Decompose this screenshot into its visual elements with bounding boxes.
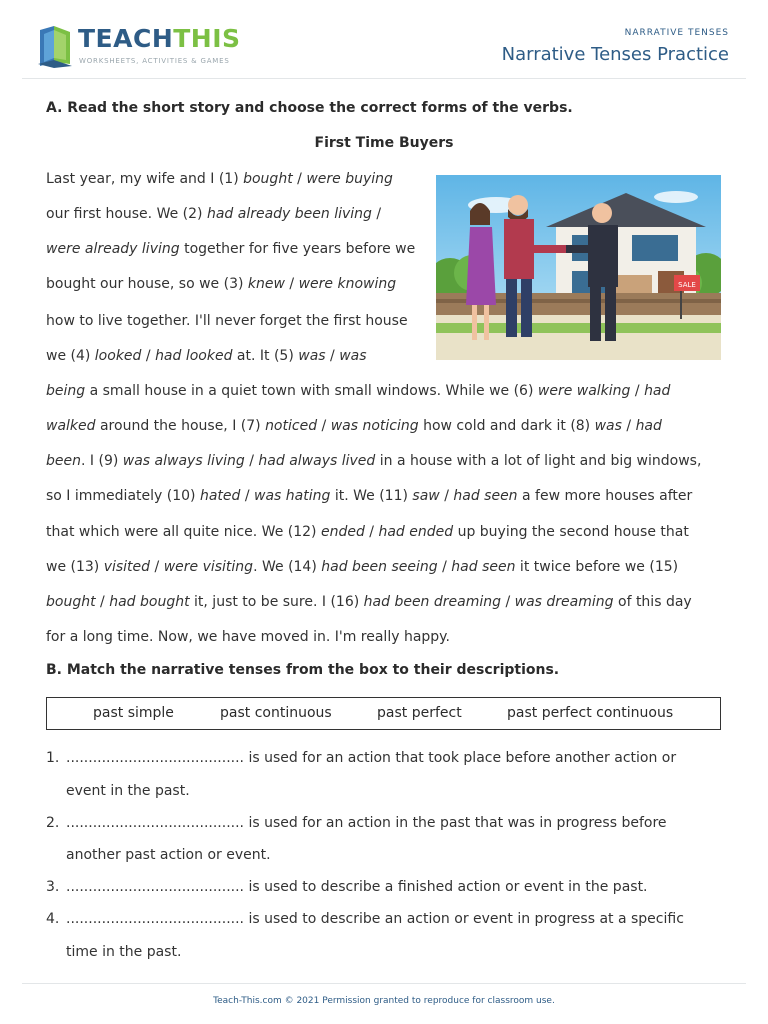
story-text-segment: / (284, 276, 299, 292)
verb-option: ended (320, 524, 365, 540)
story-text-segment: / (141, 348, 156, 364)
tense-word-box (46, 697, 721, 730)
verb-option: looked (94, 348, 142, 364)
story-title: First Time Buyers (314, 135, 454, 151)
story-text-segment: for a long time. Now, we have moved in. I'm really happy. (46, 629, 450, 645)
story-text-segment: together for five years before we (179, 241, 416, 257)
question-number: 1. (46, 750, 60, 766)
footer-divider (22, 983, 746, 984)
worksheet-category: NARRATIVE TENSES (624, 28, 729, 38)
story-text-segment: bought our house, so we (3) (46, 276, 248, 292)
verb-option: was (339, 348, 367, 364)
verb-option: were visiting (163, 559, 254, 575)
tense-option: past perfect continuous (507, 705, 674, 721)
verb-option: had been dreaming (363, 594, 502, 610)
story-text-segment: our first house. We (2) (46, 206, 207, 222)
story-text-segment: at. It (5) (232, 348, 299, 364)
verb-option: were walking (537, 383, 631, 399)
question-text-continued: event in the past. (66, 783, 190, 799)
story-text-segment: it. We (11) (330, 488, 413, 504)
story-text-segment: . We (14) (253, 559, 322, 575)
tense-option: past simple (93, 705, 174, 721)
story-line (46, 629, 450, 645)
story-line (46, 559, 678, 575)
story-text-segment: we (13) (46, 559, 104, 575)
verb-option: were already living (46, 241, 180, 257)
story-line (46, 594, 692, 610)
question-number: 4. (46, 911, 60, 927)
question-number: 2. (46, 815, 60, 831)
question-text: ........................................ is used to describe a finished action or event in the past. (66, 879, 648, 895)
story-text-segment: / (325, 348, 340, 364)
section-a-instruction: A. Read the short story and choose the correct forms of the verbs. (46, 100, 573, 116)
verb-option: been (46, 453, 81, 469)
verb-option: had always lived (258, 453, 376, 469)
verb-option: saw (412, 488, 440, 504)
story-line (46, 276, 396, 292)
logo-tagline: WORKSHEETS, ACTIVITIES & GAMES (79, 57, 230, 65)
verb-option: knew (247, 276, 285, 292)
verb-option: had seen (453, 488, 518, 504)
verb-option: had already been living (206, 206, 372, 222)
verb-option: bought (243, 171, 293, 187)
story-text-segment: / (501, 594, 515, 610)
story-line (46, 488, 692, 504)
verb-option: bought (46, 594, 96, 610)
verb-option: had (644, 383, 671, 399)
story-line (46, 418, 662, 434)
verb-option: visited (103, 559, 151, 575)
story-line (46, 313, 408, 329)
section-b-instruction: B. Match the narrative tenses from the box to their descriptions. (46, 662, 560, 678)
story-text-segment: / (364, 524, 379, 540)
verb-option: was noticing (330, 418, 419, 434)
verb-option: had (635, 418, 662, 434)
footer-copyright: Teach-This.com © 2021 Permission granted to reproduce for classroom use. (213, 996, 555, 1006)
story-line (46, 453, 701, 469)
story-text-segment: so I immediately (10) (46, 488, 200, 504)
verb-option: hated (199, 488, 241, 504)
story-text-segment: / (371, 206, 382, 222)
verb-option: was always living (122, 453, 245, 469)
story-text-segment: how cold and dark it (8) (418, 418, 595, 434)
verb-option: noticed (265, 418, 318, 434)
story-text-segment: / (621, 418, 636, 434)
story-text-segment: / (630, 383, 645, 399)
story-text-segment: around the house, I (7) (95, 418, 266, 434)
question-text: ........................................ is used for an action in the past that was in progress before (66, 815, 667, 831)
story-text-segment: . I (9) (81, 453, 123, 469)
question-text-continued: another past action or event. (66, 847, 271, 863)
story-text-segment: how to live together. I'll never forget the first house (46, 313, 408, 329)
verb-option: were buying (306, 171, 393, 187)
story-text-segment: in a house with a lot of light and big windows, (375, 453, 702, 469)
verb-option: had been seeing (321, 559, 438, 575)
story-text-segment: of this day (613, 594, 692, 610)
story-line (46, 171, 393, 187)
verb-option: being (46, 383, 86, 399)
story-line (46, 241, 415, 257)
story-text-segment: up buying the second house that (453, 524, 689, 540)
story-text-segment: a small house in a quiet town with small windows. While we (6) (85, 383, 538, 399)
verb-option: had looked (155, 348, 233, 364)
couple-buying-house-illustration (436, 175, 721, 360)
verb-option: had seen (451, 559, 516, 575)
story-text-segment: / (150, 559, 164, 575)
verb-option: was dreaming (514, 594, 614, 610)
verb-option: were knowing (298, 276, 397, 292)
story-line (46, 348, 367, 364)
story-text-segment: it twice before we (15) (515, 559, 679, 575)
verb-option: had ended (378, 524, 454, 540)
story-text-segment: it, just to be sure. I (16) (189, 594, 364, 610)
verb-option: walked (46, 418, 96, 434)
teach-this-logo (36, 24, 241, 70)
tense-option: past continuous (220, 705, 332, 721)
story-line (46, 524, 689, 540)
worksheet-title: Narrative Tenses Practice (501, 44, 729, 65)
verb-option: had bought (109, 594, 190, 610)
sale-sign-text: SALE (678, 281, 696, 289)
story-line (46, 206, 381, 222)
question-text: ........................................ is used for an action that took place before another action or (66, 750, 677, 766)
verb-option: was hating (254, 488, 331, 504)
story-text-segment: / (240, 488, 255, 504)
verb-option: was (298, 348, 326, 364)
story-text-segment: a few more houses after (517, 488, 693, 504)
header-divider (22, 78, 746, 79)
story-text-segment: / (244, 453, 259, 469)
story-text-segment: Last year, my wife and I (1) (46, 171, 244, 187)
story-text-segment: we (4) (46, 348, 95, 364)
question-text-continued: time in the past. (66, 944, 182, 960)
story-text-segment: / (439, 488, 454, 504)
story-text-segment: / (317, 418, 331, 434)
story-text-segment: / (292, 171, 307, 187)
story-text-segment: that which were all quite nice. We (12) (46, 524, 321, 540)
book-logo-icon (36, 24, 76, 68)
tense-option: past perfect (377, 705, 462, 721)
logo-wordmark: TEACHTHIS (78, 24, 241, 53)
story-text-segment: / (95, 594, 110, 610)
question-number: 3. (46, 879, 60, 895)
story-line (46, 383, 670, 399)
question-text: ........................................ is used to describe an action or event in progress at a specific (66, 911, 684, 927)
story-text-segment: / (437, 559, 452, 575)
verb-option: was (594, 418, 622, 434)
